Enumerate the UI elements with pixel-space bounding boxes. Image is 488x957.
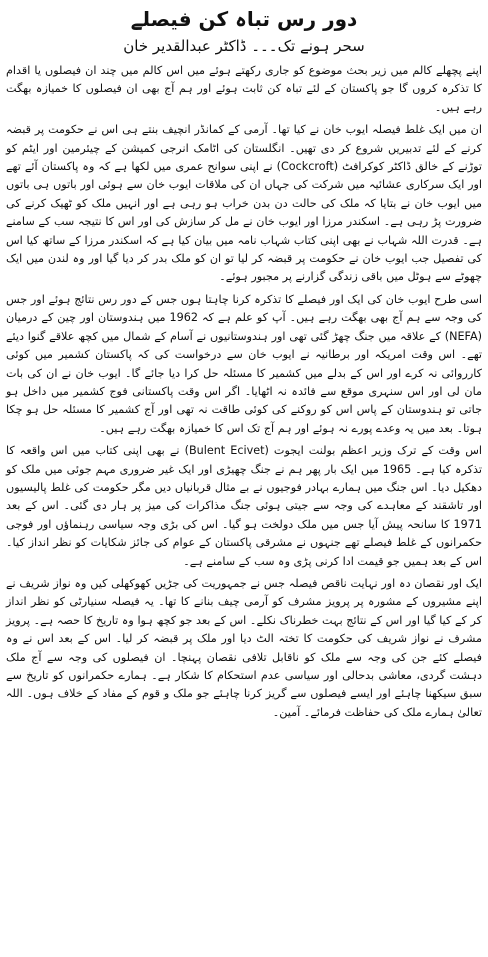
article-paragraph: ان میں ایک غلط فیصلہ ایوب خان نے کیا تھا۔ آرمی کے کمانڈر انچیف بنتے ہی اس نے حکومت پر قبضہ کرنے کے لئے تدبیریں شروع کر دی تھیں۔ انگلستان کی اٹامک انرجی کمیشن کے چیئرمین اور ایٹم کو توڑنے کے خالق ڈاکٹر کوکرافٹ (Cockcroft) نے اپنی سوانح عمری میں لکھا ہے کہ وہ پاکستان آئے تھے اور ایک سرکاری عشائیہ میں شرکت کی جہاں ان کی ملاقات ایوب خان سے ہوئی اور باتوں ہی باتوں میں ایوب خان نے بتایا کہ ملک کی حالت دن بدن خراب ہو رہی ہے اور انہیں ملک کو ٹھیک کرنے کی ضرورت پڑ رہی ہے۔ اسکندر مرزا اور ایوب خان نے مل کر سازش کی اور اس کا نتیجہ سب کے سامنے ہے۔ قدرت اللہ شہاب نے بھی اپنی کتاب شہاب نامہ میں بیان کیا ہے کہ اسکندر مرزا کے ساتھ کیا اس کی تفصیل جب ایوب خان نے حکومت پر قبضہ کر لیا تو ان کو ملک بدر کر دیا گیا اور وہ لندن میں ایک چھوٹے سے ہوٹل میں باقی زندگی گزارنے پر مجبور ہوئے۔ bbox=[6, 123, 482, 284]
article-paragraph: اسی طرح ایوب خان کی ایک اور فیصلے کا تذکرہ کرنا چاہتا ہوں جس کے دور رس نتائج ہوئے اور جس کی وجہ سے ہم آج بھی بھگت رہے ہیں۔ آپ کو علم ہے کہ 1962 میں ہندوستان اور چین کے درمیان (NEFA) کے علاقہ میں جنگ چھڑ گئی تھی اور ہندوستانیوں نے آسام کے شمال میں کچھ علاقے گنوا دیئے تھے۔ اس وقت امریکہ اور برطانیہ نے ایوب خان سے درخواست کی کہ پاکستان کشمیر میں کوئی کارروائی نہ کرے اور اس کے بدلے میں کشمیر کا مسئلہ حل کرا دیا جائے گا۔ ایوب خان نے ان کی بات مان لی اور اس سنہری موقع سے فائدہ نہ اٹھایا۔ اگر اس وقت پاکستانی فوج کشمیر میں داخل ہو جاتی تو ہندوستان کے پاس اس کو روکنے کی کوئی طاقت نہ تھی اور آج کشمیر کا مسئلہ حل ہو چکا ہوتا۔ بعد میں یہ وعدے پورے نہ ہوئے اور ہم آج تک اس کا خمیازہ بھگت رہے ہیں۔ bbox=[6, 292, 482, 435]
article-paragraph: اپنے پچھلے کالم میں زیر بحث موضوع کو جاری رکھتے ہوئے میں اس کالم میں چند ان فیصلوں یا اقدام کا تذکرہ کروں گا جو پاکستان کے لئے تباہ کن ثابت ہوئے اور ہم آج بھی ان فیصلوں کا خمیازہ بھگت رہے ہیں۔ bbox=[6, 64, 482, 114]
article-paragraph: اس وقت کے ترک وزیر اعظم بولنت ایجوت (Bulent Ecivet) نے بھی اپنی کتاب میں اس واقعہ کا تذکرہ کیا ہے۔ 1965 میں ایک بار پھر ہم نے جنگ چھیڑی اور ایک غیر ضروری مہم جوئی میں ملک کو دھکیل دیا۔ اس جنگ میں ہمارے بہادر فوجیوں نے بے مثال قربانیاں دیں مگر حکومت کی غلط پالیسیوں اور تاشقند کے معاہدے کی وجہ سے جیتی ہوئی جنگ مذاکرات کی میز پر ہار دی گئی۔ اس کے بعد 1971 کا سانحہ پیش آیا جس میں ملک دولخت ہو گیا۔ اس کی بڑی وجہ سیاسی رہنماؤں اور فوجی حکمرانوں کے غلط فیصلے تھے جنہوں نے مشرقی پاکستان کے عوام کی جائز شکایات کو نظر انداز کیا۔ اس کے بعد ہمیں جو قیمت ادا کرنی پڑی وہ سب کے سامنے ہے۔ bbox=[6, 444, 482, 568]
article-title: دور رس تباہ کن فیصلے bbox=[130, 7, 358, 31]
article-paragraph: ایک اور نقصان دہ اور نہایت ناقص فیصلہ جس نے جمہوریت کی جڑیں کھوکھلی کیں وہ نواز شریف نے اپنے مشیروں کے مشورہ پر پرویز مشرف کو آرمی چیف بنانے کا تھا۔ یہ فیصلہ سنیارٹی کو نظر انداز کر کے کیا گیا اور اس کے نتائج بہت خطرناک نکلے۔ اس کے بعد جو کچھ ہوا وہ تاریخ کا حصہ ہے۔ پرویز مشرف نے نواز شریف کی حکومت کا تختہ الٹ دیا اور ملک پر قبضہ کر لیا۔ اس کے بعد اس نے وہ فیصلے کئے جن کی وجہ سے ملک کو ناقابل تلافی نقصان پہنچا۔ ان فیصلوں کی وجہ سے آج ملک دہشت گردی، معاشی بدحالی اور سیاسی عدم استحکام کا شکار ہے۔ ہمارے حکمرانوں کو تاریخ سے سبق سیکھنا چاہئے اور ایسے فیصلوں سے گریز کرنا چاہئے جو ملک و قوم کے مفاد کے خلاف ہوں۔ اللہ تعالیٰ ہمارے ملک کی حفاظت فرمائے۔ آمین۔ bbox=[6, 576, 482, 719]
article-byline: سحر ہونے تک۔۔۔ ڈاکٹر عبدالقدیر خان bbox=[123, 37, 365, 55]
